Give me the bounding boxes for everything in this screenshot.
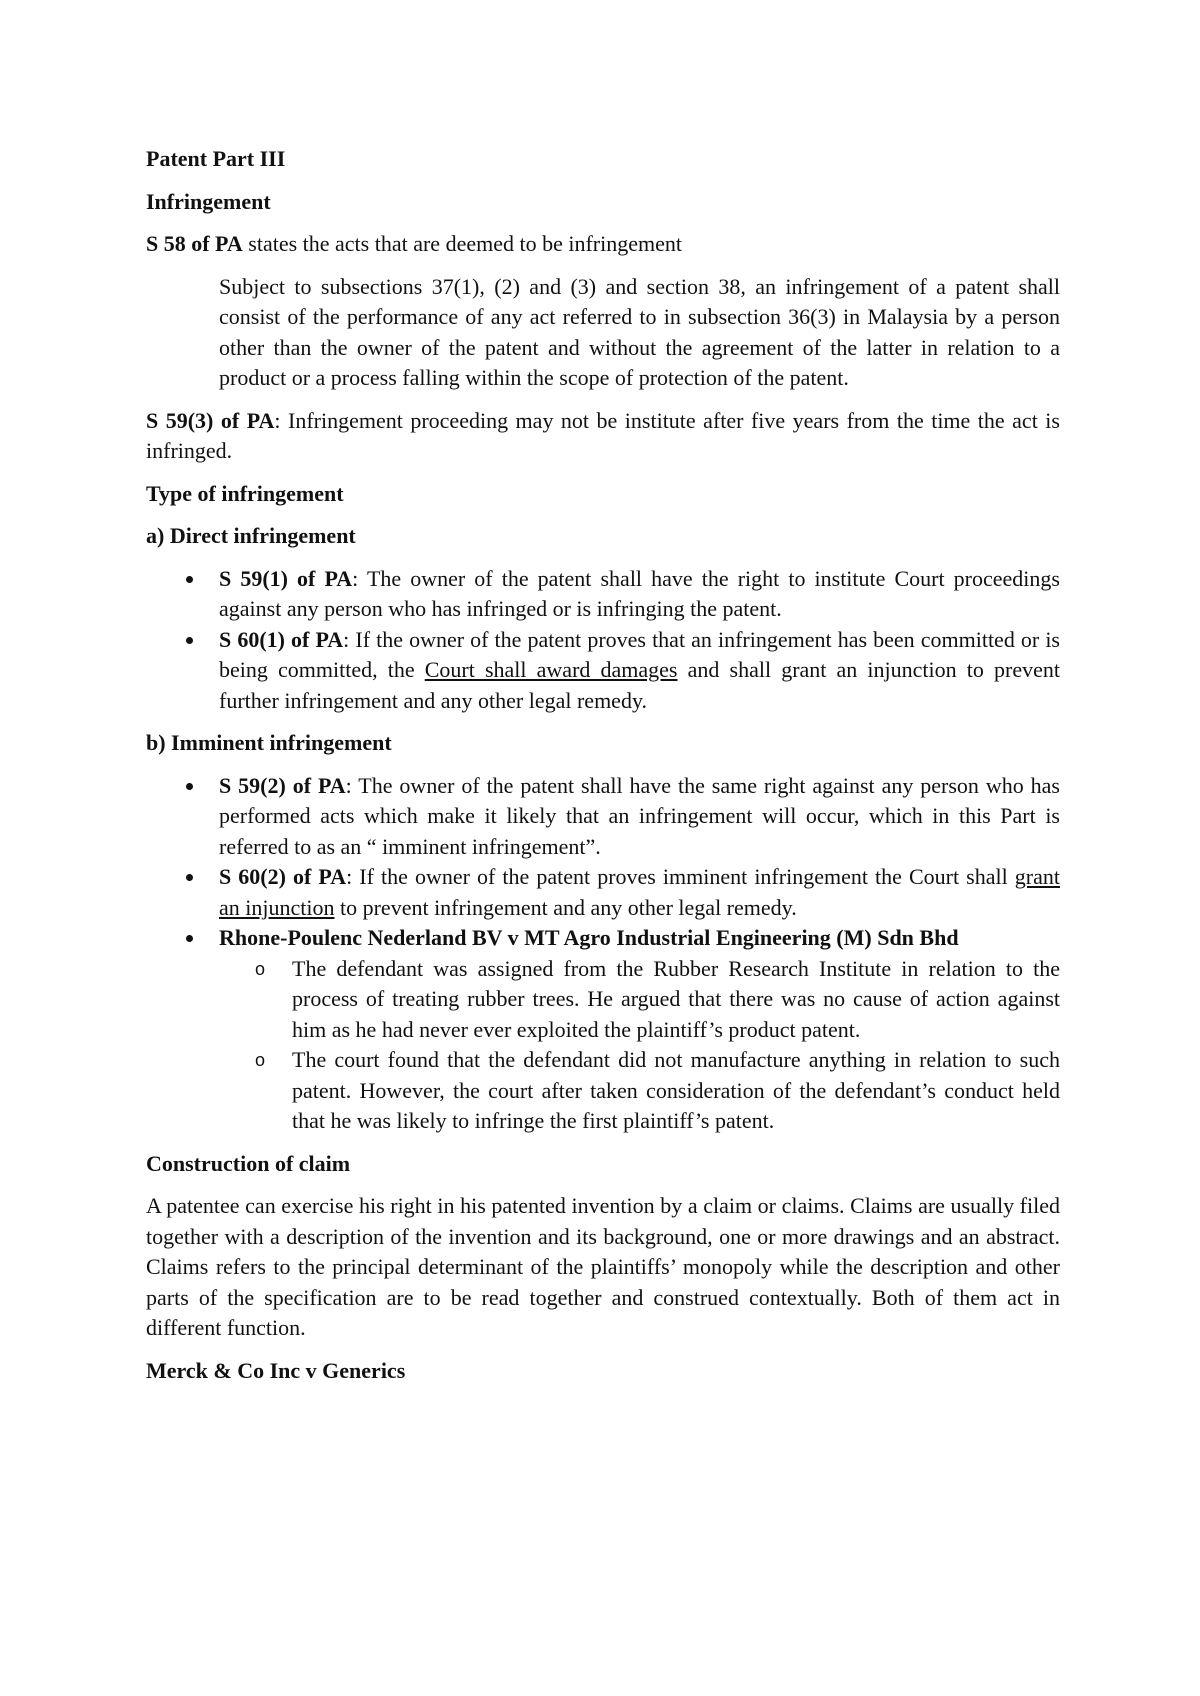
- ref-s60-2: S 60(2) of PA: [219, 864, 347, 889]
- ref-s60-1: S 60(1) of PA: [219, 626, 344, 652]
- list-direct-infringement: [146, 564, 1060, 717]
- text-s59-1: : The owner of the patent shall have the right to institute Court proceedings against any person who has infringed or is infringing the patent.: [219, 565, 1060, 621]
- text-s60-1-underline: Court shall award damages: [424, 657, 678, 682]
- paragraph-s59-3: [146, 406, 1060, 467]
- text-s59-3: : Infringement proceeding may not be institute after five years from the time the act is infringed.: [146, 407, 1060, 463]
- text-s60-1-post: and shall grant an injunction to prevent further infringement and any other legal remedy.: [219, 657, 1060, 713]
- case-name-rhone-poulenc: Rhone-Poulenc Nederland BV v MT Agro Industrial Engineering (M) Sdn Bhd: [219, 925, 959, 950]
- heading-construction-of-claim: Construction of claim: [146, 1150, 351, 1176]
- heading-type-of-infringement: Type of infringement: [146, 480, 344, 506]
- heading-merck: Merck & Co Inc v Generics: [146, 1357, 406, 1383]
- paragraph-construction: A patentee can exercise his right in his patented invention by a claim or claims. Claims are usually filed together with a description of the invention and its background, one or more drawings and an abstract. Claims refers to the principal determinant of the plaintiffs’ monopoly while the description and other parts of the specification are to be read together and construed contextually. Both of them act in different function.: [146, 1193, 1060, 1340]
- list-item: [146, 564, 1060, 625]
- sub-list-item: o The defendant was assigned from the Rubber Research Institute in relation to the process of treating rubber trees. He argued that there was no cause of action against him as he had never ever exploited the plaintiff’s product patent.: [219, 954, 1060, 1046]
- text-s60-2-underline: grant an injunction: [219, 864, 1060, 920]
- paragraph-s58: [146, 229, 1060, 260]
- list-item: [146, 923, 1060, 1137]
- ref-s59-3: S 59(3) of PA: [146, 407, 275, 433]
- sublist-case-points: [219, 954, 1060, 1137]
- text-s58: states the acts that are deemed to be infringement: [242, 231, 682, 256]
- heading-infringement: Infringement: [146, 188, 271, 214]
- document-page: [146, 144, 1060, 1386]
- list-item: [146, 771, 1060, 863]
- document-title: Patent Part III: [146, 146, 286, 171]
- list-imminent-infringement: [146, 771, 1060, 1137]
- heading-imminent-infringement: b) Imminent infringement: [146, 730, 392, 755]
- ref-s58: S 58 of PA: [146, 231, 243, 256]
- heading-direct-infringement: a) Direct infringement: [146, 523, 356, 548]
- text-s60-2-pre: : If the owner of the patent proves imminent infringement the Court shall: [346, 864, 1015, 889]
- quote-s58: Subject to subsections 37(1), (2) and (3) and section 38, an infringement of a patent shall consist of the performance of any act referred to in subsection 36(3) in Malaysia by a person other than the owner of the patent and without the agreement of the latter in relation to a product or a process falling within the scope of protection of the patent.: [219, 273, 1060, 390]
- sub-list-item: o The court found that the defendant did not manufacture anything in relation to such patent. However, the court after taken consideration of the defendant’s conduct held that he was likely to infringe the first plaintiff’s patent.: [219, 1045, 1060, 1137]
- list-item: [146, 625, 1060, 717]
- text-s60-1-pre: : If the owner of the patent proves that an infringement has been committed or is being committed, the: [219, 626, 1060, 682]
- text-s60-2-post: to prevent infringement and any other legal remedy.: [334, 894, 797, 920]
- list-item: [146, 862, 1060, 923]
- ref-s59-1: S 59(1) of PA: [219, 565, 353, 591]
- text-s59-2: : The owner of the patent shall have the same right against any person who has performed acts which make it likely that an infringement will occur, which in this Part is referred to as an “ imminent infringement”.: [219, 772, 1060, 859]
- ref-s59-2: S 59(2) of PA: [219, 772, 346, 798]
